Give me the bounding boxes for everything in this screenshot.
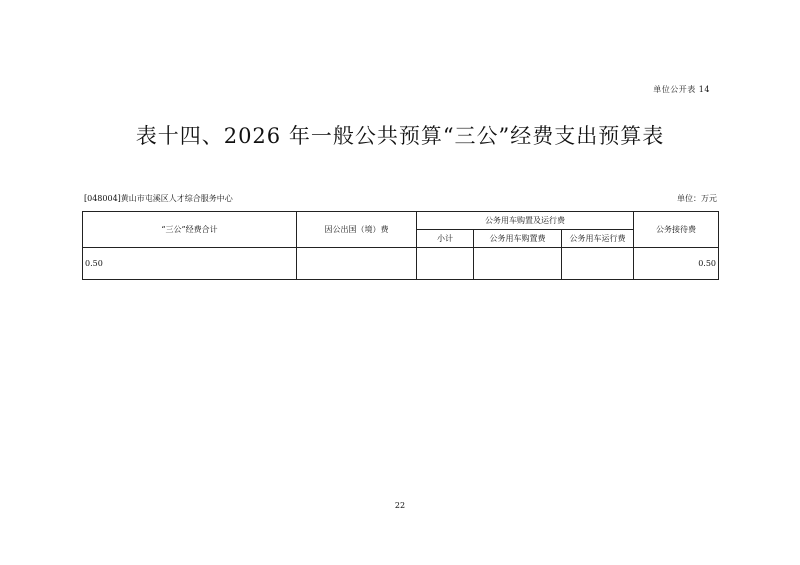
header-vehicle-group: 公务用车购置及运行费 [417, 212, 634, 230]
unit-label: 单位：万元 [677, 194, 717, 203]
header-vehicle-operation: 公务用车运行费 [562, 230, 634, 248]
cell-vehicle-purchase [474, 248, 562, 280]
page-title: 表十四、2026 年一般公共预算“三公”经费支出预算表 [135, 124, 665, 148]
cell-subtotal [417, 248, 474, 280]
cell-reception: 0.50 [634, 248, 719, 280]
three-public-expense-table [82, 211, 719, 280]
page-number: 22 [394, 501, 406, 510]
cell-abroad [297, 248, 417, 280]
table-header-row [83, 212, 719, 230]
header-total: “三公”经费合计 [83, 212, 297, 248]
header-reception: 公务接待费 [634, 212, 719, 248]
page-tag: 单位公开表 14 [653, 85, 710, 94]
header-abroad: 因公出国（境）费 [297, 212, 417, 248]
cell-vehicle-operation [562, 248, 634, 280]
table-row [83, 248, 719, 280]
cell-total: 0.50 [83, 248, 297, 280]
header-vehicle-purchase: 公务用车购置费 [474, 230, 562, 248]
organization-name: [048004]黄山市屯溪区人才综合服务中心 [84, 194, 233, 203]
header-subtotal: 小计 [417, 230, 474, 248]
